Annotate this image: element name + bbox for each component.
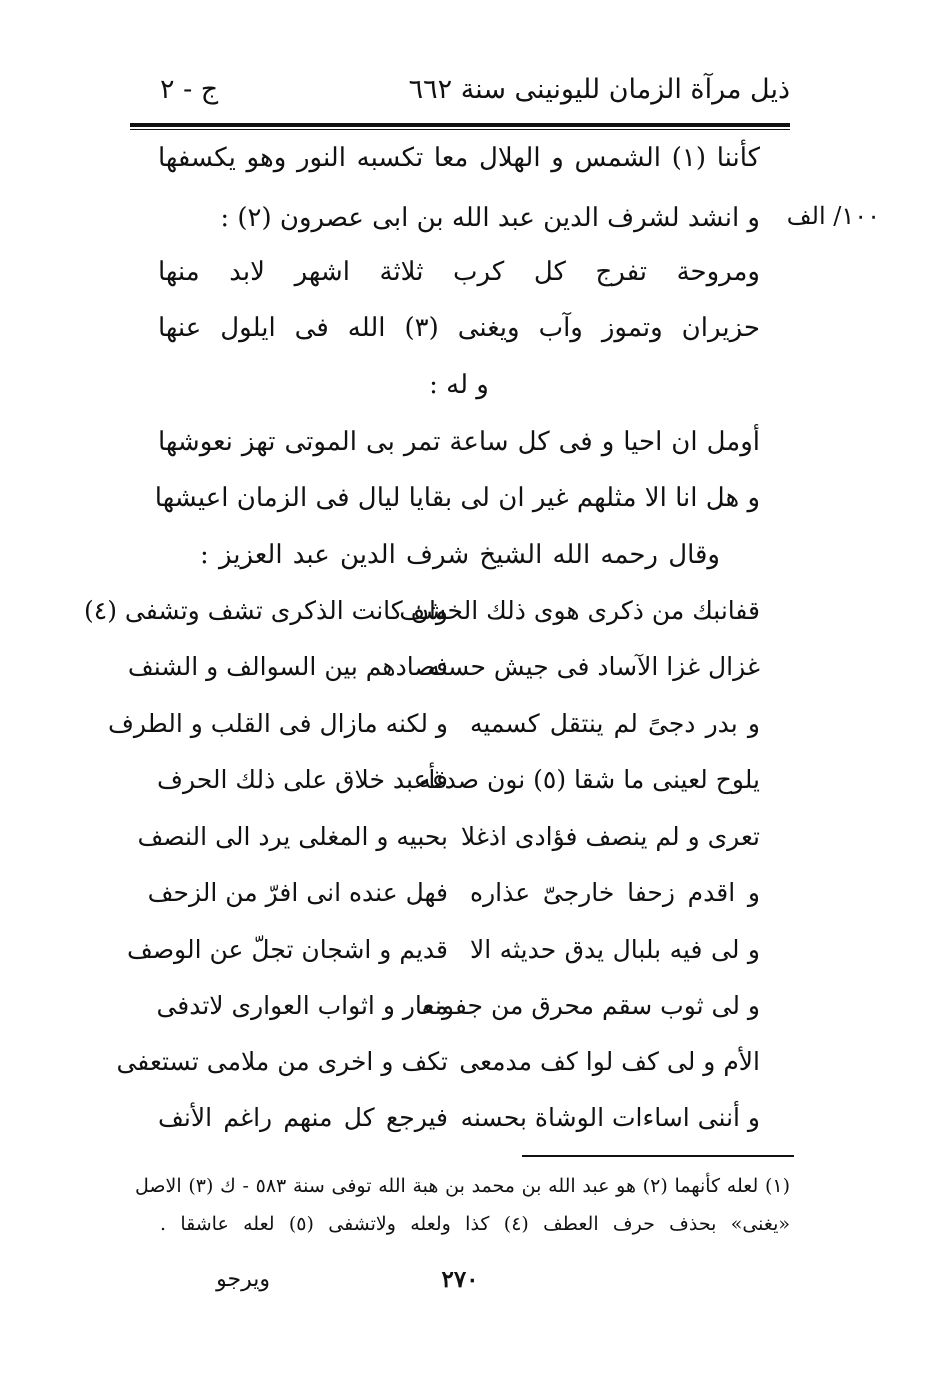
header-title: ذيل مرآة الزمان لليونينى سنة ٦٦٢ (408, 74, 790, 105)
text-line-heading: و له : (429, 370, 489, 400)
text-line-verse: أومل ان احيا و فى كل ساعة تمر بى الموتى تهز نعوشها (158, 427, 760, 457)
intro-text: و انشد لشرف الدين عبد الله بن ابى عصرون (٢) : (220, 203, 760, 233)
first-hemistich: و لى فيه بلبال يدق حديثه الا (470, 935, 760, 964)
catchword: ويرجو (216, 1267, 270, 1292)
footnote-rule (522, 1155, 794, 1157)
first-hemistich: قفانبك من ذكرى هوى ذلك الخشف (399, 596, 760, 625)
second-hemistich: تكف و اخرى من ملامى تستعفى (116, 1047, 448, 1076)
page-number: ٢٧٠ (441, 1266, 479, 1293)
second-hemistich: فهل عنده انى افرّ من الزحف (147, 878, 448, 907)
text-line-verse: و هل انا الا مثلهم غير ان لى بقايا ليال فى الزمان اعيشها (154, 483, 760, 513)
second-hemistich: فيرجع كل منهم راغم الأنف (158, 1103, 448, 1132)
text-line-intro (158, 533, 760, 577)
second-hemistich: بحبيه و المغلى يرد الى النصف (137, 822, 448, 851)
header-rule-thick (130, 123, 790, 127)
poem-couplet (84, 589, 760, 633)
first-hemistich: يلوح لعينى ما شقا (٥) نون صدغه (418, 765, 760, 794)
first-hemistich: و بدر دجىً لم ينتقل كسميه (470, 709, 760, 738)
running-header (130, 70, 790, 110)
first-hemistich: و أننى اساءات الوشاة بحسنه (460, 1103, 760, 1132)
footnote-text: «يغنى» بحذف حرف العطف (٤) كذا ولعله ولاتشفى (٥) لعله عاشقا . (160, 1213, 790, 1235)
poem-couplet (108, 702, 760, 746)
marginal-folio-note: ١٠٠/ الف (786, 202, 880, 230)
poem-couplet (126, 928, 760, 972)
text-line-intro (158, 196, 760, 240)
text-line-verse: ومروحة تفرج كل كرب ثلاثة اشهر لابد منها (158, 257, 760, 287)
first-hemistich: تعرى و لم ينصف فؤادى اذغلا (460, 822, 760, 851)
first-hemistich: غزال غزا الآساد فى جيش حسنه (427, 652, 760, 681)
poem-couplet (137, 815, 760, 859)
header-volume: ج - ٢ (160, 74, 219, 105)
footnote-line: (١) لعله كأنهما (٢) هو عبد الله بن محمد بن هبة الله توفى سنة ٥٨٣ - ك (٣) الاصل (135, 1175, 791, 1197)
poem-couplet (158, 758, 760, 802)
poem-couplet (158, 984, 760, 1028)
second-hemistich: معار و اثواب العوارى لاتدفى (156, 991, 448, 1020)
first-hemistich: الأم و لى كف لوا كف مدمعى (459, 1047, 760, 1076)
text-line-verse: حزيران وتموز وآب ويغنى (٣) الله فى ايلول عنها (158, 313, 760, 343)
intro-text: وقال رحمه الله الشيخ شرف الدين عبد العزيز : (200, 540, 720, 570)
second-hemistich: فصادهم بين السوالف و الشنف (127, 652, 448, 681)
first-hemistich: و لى ثوب سقم محرق من جفونه (421, 991, 760, 1020)
second-hemistich: فأعبد خلاق على ذلك الحرف (157, 765, 448, 794)
poem-couplet (158, 1096, 760, 1140)
poem-couplet (116, 1040, 760, 1084)
footnote-line (135, 1206, 790, 1242)
second-hemistich: و لكنه مازال فى القلب و الطرف (108, 709, 448, 738)
header-rule-thin (130, 129, 790, 130)
poem-couplet (147, 871, 760, 915)
second-hemistich: قديم و اشجان تجلّ عن الوصف (126, 935, 448, 964)
second-hemistich: وان كانت الذكرى تشف وتشفى (٤) (84, 596, 448, 625)
text-line-verse: كأننا (١) الشمس و الهلال معا تكسبه النور وهو يكسفها (158, 143, 760, 173)
first-hemistich: و اقدم زحفا خارجىّ عذاره (470, 878, 760, 907)
poem-couplet (127, 645, 760, 689)
